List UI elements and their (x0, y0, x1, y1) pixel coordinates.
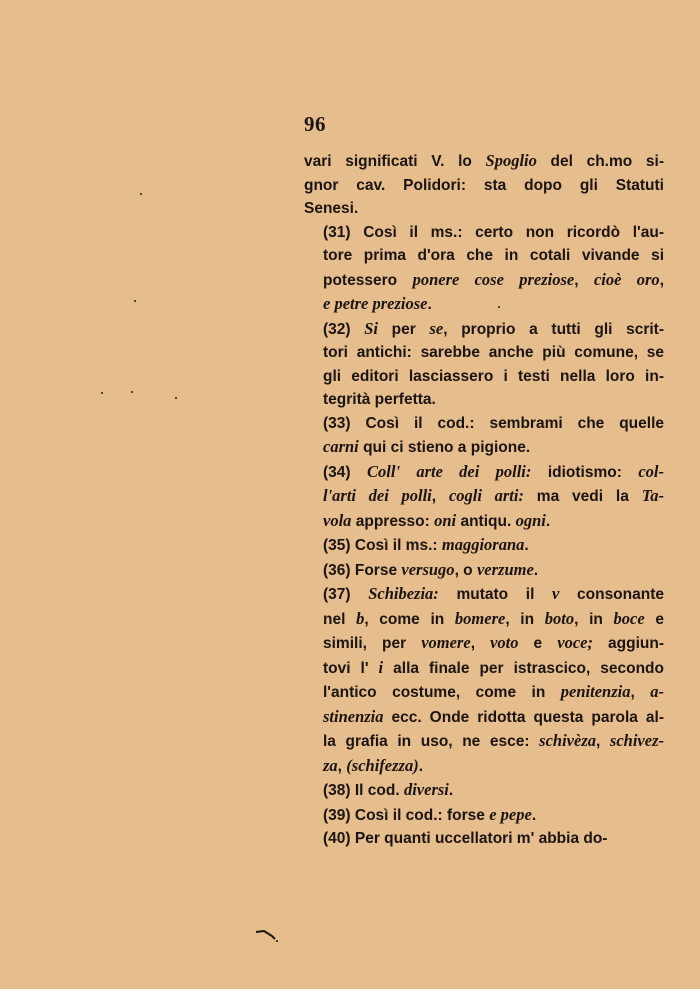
text-run: mutato il (438, 586, 553, 603)
paragraph-intro (304, 149, 664, 221)
text-line (304, 197, 664, 221)
text-run: (39) Così il cod.: forse (323, 806, 490, 824)
text-line (304, 292, 664, 317)
text-run: , o (454, 561, 477, 579)
notes-text-block (304, 149, 664, 851)
text-run: . (524, 537, 529, 554)
text-run: , come in (364, 610, 455, 628)
text-line (304, 435, 664, 460)
text-line (304, 680, 664, 705)
italic-term: boto (544, 608, 575, 628)
scan-speck (498, 306, 500, 308)
italic-term: Si (364, 318, 379, 338)
italic-term: vola (323, 510, 352, 530)
text-run: nel (323, 610, 357, 628)
italic-term: cioè oro (593, 269, 660, 289)
note-31 (304, 221, 664, 317)
text-line (304, 827, 664, 851)
scan-speck (101, 392, 103, 394)
text-run: per (378, 320, 430, 338)
text-run: idiotismo: (531, 463, 639, 481)
text-line (304, 365, 664, 389)
text-run: , proprio a tutti gli scrit- (443, 320, 665, 338)
italic-term: voto (490, 633, 519, 652)
text-run: Senesi. (304, 200, 359, 217)
scan-ink-mark (256, 930, 278, 942)
italic-term: e pepe (489, 804, 532, 824)
text-line (304, 317, 664, 342)
text-run: (40) Per quanti uccellatori m' abbia do- (323, 830, 608, 847)
italic-term: ponere cose preziose (412, 269, 575, 289)
text-run: e (518, 635, 558, 652)
italic-term: schivez- (609, 731, 664, 750)
text-run: tore prima d'ora che in cotali vivande si (323, 247, 664, 264)
italic-term: col- (638, 461, 664, 481)
text-run: , (574, 271, 594, 289)
text-run: , (470, 635, 491, 652)
text-line (304, 803, 664, 828)
text-line (304, 484, 664, 509)
text-run: (37) (323, 586, 369, 603)
italic-term: verzume (476, 559, 534, 579)
text-run: tori antichi: sarebbe anche più comune, se (323, 344, 664, 361)
text-run: consonante (559, 586, 664, 603)
text-run: (36) Forse (323, 561, 402, 579)
text-line (304, 244, 664, 268)
italic-term: Schibezia: (368, 584, 439, 603)
note-33 (304, 412, 664, 460)
note-35 (304, 533, 664, 558)
text-line (304, 754, 664, 779)
italic-term: l'arti dei polli (323, 486, 432, 505)
text-run: la grafia in uso, ne esce: (323, 733, 540, 750)
note-39 (304, 803, 664, 828)
text-run: alla finale per istrascico, secondo (383, 659, 664, 677)
italic-term: se (429, 318, 444, 338)
text-line (304, 460, 664, 485)
text-line (304, 174, 664, 198)
italic-term: versugo (401, 559, 455, 579)
italic-term: ogni (515, 510, 546, 530)
text-line (304, 631, 664, 656)
text-run: , (337, 757, 347, 775)
text-run: del ch.mo si- (536, 153, 664, 170)
note-36 (304, 558, 664, 583)
text-run: (32) (323, 320, 365, 338)
text-run: . (531, 806, 537, 824)
italic-term: diversi (403, 780, 449, 799)
text-run: (35) Così il ms.: (323, 537, 442, 554)
text-line (304, 221, 664, 245)
text-line (304, 778, 664, 803)
text-line (304, 509, 664, 534)
italic-term: maggiorana (441, 535, 525, 554)
text-run: gli editori lasciassero i testi nella loro in- (323, 367, 664, 385)
scan-speck (134, 300, 136, 302)
scan-speck (175, 397, 177, 399)
text-run: e (644, 610, 664, 628)
italic-term: schivèza (539, 731, 596, 750)
italic-term: carni (323, 437, 359, 456)
text-run: tegrità perfetta. (323, 391, 436, 408)
note-38 (304, 778, 664, 803)
text-run: (38) Il cod. (323, 782, 404, 799)
text-run: antiqu. (456, 512, 516, 530)
note-32 (304, 317, 664, 412)
italic-term: b (356, 608, 365, 628)
italic-term: Spoglio (485, 151, 537, 170)
text-run: qui ci stieno a pigione. (358, 439, 531, 456)
text-run: , (630, 684, 651, 701)
scan-speck (140, 193, 142, 195)
text-line (304, 607, 664, 632)
italic-term: voce; (557, 633, 593, 652)
text-run: simili, per (323, 635, 422, 652)
italic-term: za (323, 755, 338, 775)
italic-term: stinenzia (323, 706, 384, 726)
text-run: aggiun- (592, 635, 664, 652)
italic-term: Ta- (641, 486, 664, 505)
text-run: , (596, 733, 610, 750)
italic-term: cogli arti: (448, 486, 524, 505)
page-number: 96 (304, 112, 326, 136)
text-run: . (533, 561, 539, 579)
text-line (304, 388, 664, 412)
text-run: , in (505, 610, 545, 628)
text-line (304, 656, 664, 681)
text-run: tovi l' (323, 659, 379, 677)
text-run: , (431, 488, 449, 505)
text-line (304, 268, 664, 293)
text-line (304, 341, 664, 365)
italic-term: e petre preziose (323, 294, 428, 313)
italic-term: (schifezza) (346, 755, 419, 775)
text-run: (34) (323, 463, 368, 481)
text-run: (33) Così il cod.: sembrami che quelle (323, 414, 664, 432)
text-run: . (545, 512, 551, 530)
text-line (304, 582, 664, 607)
italic-term: vomere (421, 633, 471, 652)
text-line (304, 533, 664, 558)
text-line (304, 729, 664, 754)
italic-term: v (552, 584, 560, 603)
italic-term: Coll' arte dei polli: (367, 461, 532, 481)
note-34 (304, 460, 664, 534)
italic-term: a- (650, 682, 664, 701)
text-run: vari significati V. lo (304, 153, 486, 170)
text-line (304, 412, 664, 436)
text-run: (31) Così il ms.: certo non ricordò l'au- (323, 223, 664, 241)
italic-term: penitenzia (560, 682, 631, 701)
italic-term: oni (434, 510, 457, 530)
text-run: potessero (323, 271, 413, 289)
text-run: , (659, 271, 664, 289)
note-37 (304, 582, 664, 778)
text-run: , in (574, 610, 614, 628)
text-run: . (427, 296, 432, 313)
text-run: ma vedi la (523, 488, 642, 505)
text-run: ecc. Onde ridotta questa parola al- (383, 708, 664, 726)
text-line (304, 558, 664, 583)
italic-term: i (378, 657, 384, 677)
text-run: . (448, 782, 454, 799)
italic-term: boce (613, 608, 645, 628)
scan-speck (131, 391, 133, 393)
text-run: appresso: (351, 512, 435, 530)
text-line (304, 705, 664, 730)
text-run: gnor cav. Polidori: sta dopo gli Statuti (304, 176, 664, 194)
note-40 (304, 827, 664, 851)
text-run: l'antico costume, come in (323, 684, 561, 701)
text-line (304, 149, 664, 174)
text-run: . (418, 757, 424, 775)
italic-term: bomere (454, 608, 506, 628)
